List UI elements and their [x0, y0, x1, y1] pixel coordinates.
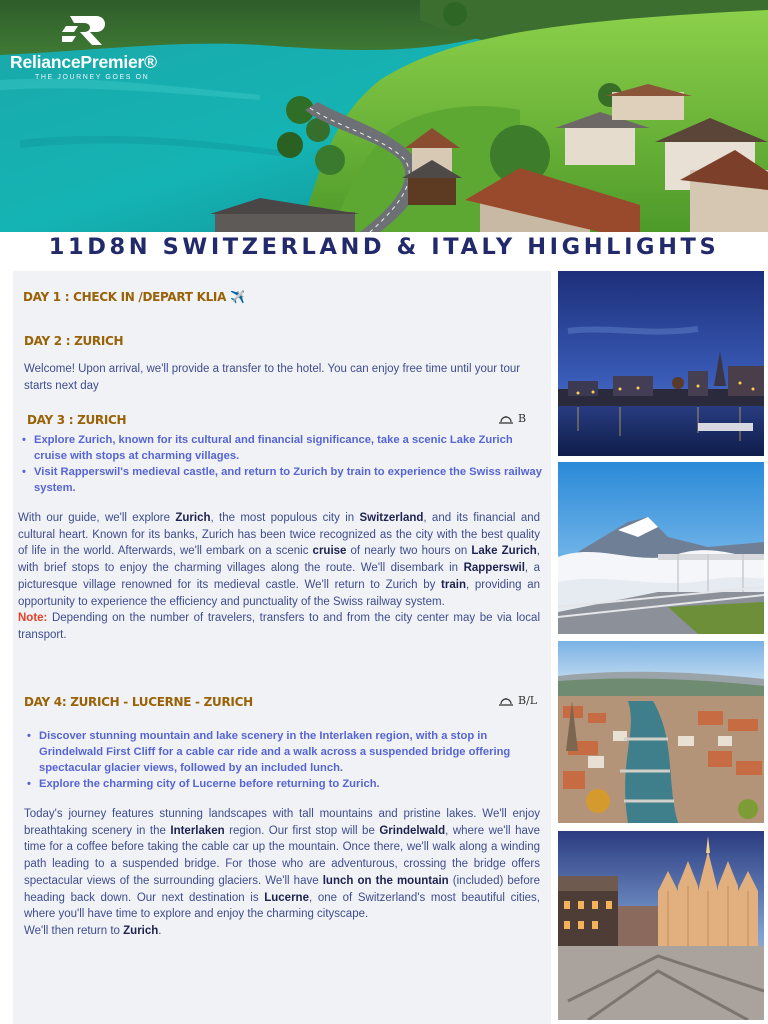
- cloche-icon: [498, 696, 514, 706]
- hero-banner: [0, 0, 768, 232]
- day4-bullets: [27, 728, 547, 792]
- brand-name: ReliancePremier®: [10, 52, 157, 72]
- lake-village-photo: [0, 0, 768, 232]
- r-logo-icon: [62, 12, 114, 48]
- itinerary-panel: [13, 271, 551, 1024]
- day4-meal: [498, 694, 537, 707]
- photo-zurich-aerial: [558, 641, 764, 823]
- note-label: Note:: [18, 612, 48, 625]
- zurich-night-image: [558, 271, 764, 456]
- day3-paragraph: With our guide, we'll explore Zurich, the most populous city in Switzerland, and its financial and cultural heart. Known for its banks, Zurich has been twice recognized as the city with the best quality of life in the world. Afterwards, we'll embark on a scenic cruise of nearly two hours on Lake Zurich, with brief stops to enjoy the charming villages along the route. We'll disembark in Rapperswil, a picturesque village renowned for its medieval castle. We'll return to Zurich by train, providing an opportunity to experience the efficiency and punctuality of the Swiss railway system. Note: Depending on the number of travelers, transfers to and from the city center may be via local transport.: [18, 512, 541, 641]
- day2-text: Welcome! Upon arrival, we'll provide a transfer to the hotel. You can enjoy free time until your tour starts next day: [24, 363, 521, 392]
- photo-mountain-platform: [558, 462, 764, 634]
- photo-zurich-night: [558, 271, 764, 456]
- day4-heading: DAY 4: ZURICH - LUCERNE - ZURICH: [24, 695, 253, 709]
- mountain-platform-image: [558, 462, 764, 634]
- day4-bullet: • Explore the charming city of Lucerne before returning to Zurich.: [27, 776, 547, 792]
- day4-meal-code: B/L: [518, 694, 538, 707]
- day3-meal: [498, 412, 526, 425]
- photo-milan-duomo: [558, 831, 764, 1020]
- day3-meal-code: B: [518, 412, 527, 425]
- day3-bullet: • Visit Rapperswil's medieval castle, and return to Zurich by train to experience the Swiss railway system.: [22, 464, 542, 496]
- brand-tagline: THE JOURNEY GOES ON: [35, 74, 150, 81]
- zurich-aerial-image: [558, 641, 764, 823]
- day1-heading: DAY 1 : CHECK IN /DEPART KLIA ✈️: [23, 290, 245, 304]
- day4-bullet: • Discover stunning mountain and lake scenery in the Interlaken region, with a stop in Grindelwald First Cliff for a cable car ride and a walk across a suspended bridge offering spectacular glacier views, followed by an included lunch.: [27, 728, 547, 776]
- day3-bullets: [22, 432, 542, 496]
- cloche-icon: [498, 414, 514, 424]
- day3-bullet: • Explore Zurich, known for its cultural and financial significance, take a scenic Lake Zurich cruise with stops at charming villages.: [22, 432, 542, 464]
- page-title: 11D8N SWITZERLAND & ITALY HIGHLIGHTS: [48, 234, 720, 260]
- day3-heading: DAY 3 : ZURICH: [27, 413, 127, 427]
- day2-heading: DAY 2 : ZURICH: [24, 334, 124, 348]
- day4-paragraph: Today's journey features stunning landscapes with tall mountains and pristine lakes. We'll enjoy breathtaking scenery in the Interlaken region. Our first stop will be Grindelwald, where we'll have time for a coffee before taking the cable car up the mountain. Once there, we'll walk along a winding path leading to a suspended bridge. For those who are adventurous, crossing the bridge offers spectacular views of the surrounding glaciers. We'll have lunch on the mountain (included) before heading back down. Our next destination is Lucerne, one of Switzerland's most beautiful cities, where you'll have time to explore and enjoy the charming cityscape. We'll then return to Zurich.: [24, 808, 541, 937]
- milan-duomo-image: [558, 831, 764, 1020]
